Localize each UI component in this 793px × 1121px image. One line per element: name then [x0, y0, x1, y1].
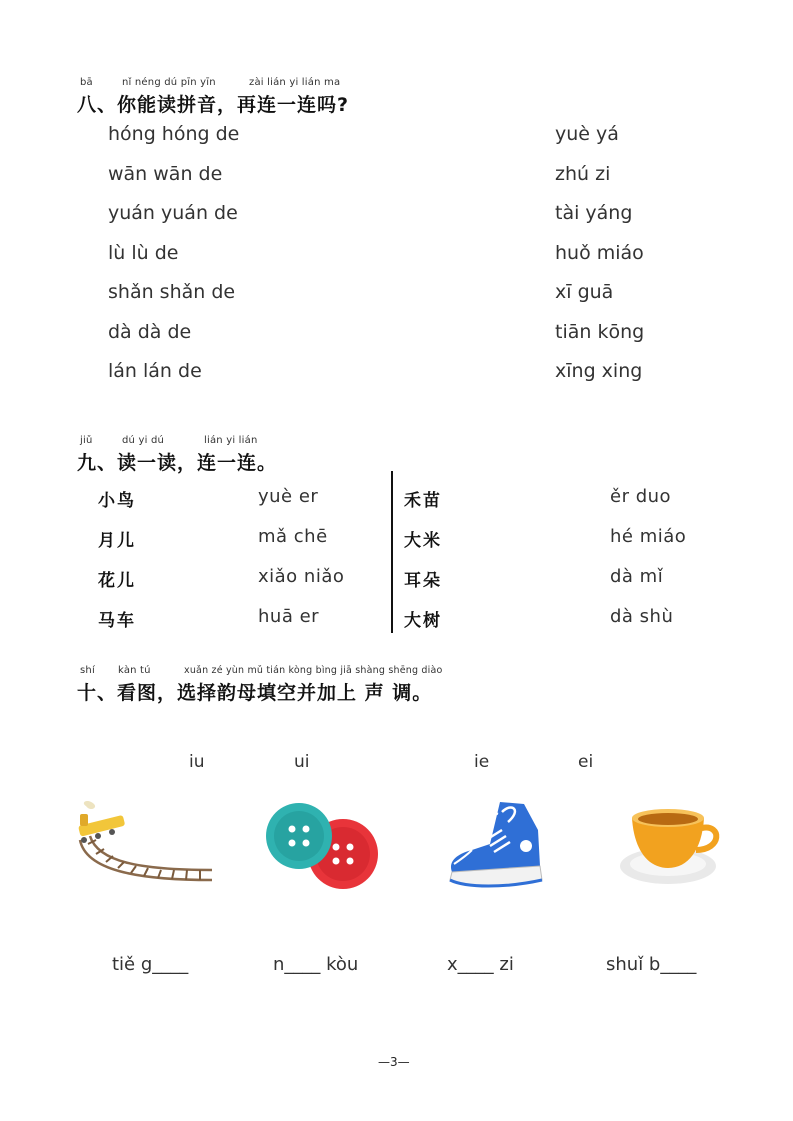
hanzi-word: 耳朵: [404, 571, 442, 591]
fill-in-blank[interactable]: n____ kòu: [273, 954, 359, 975]
pinyin-option: huā er: [258, 606, 320, 627]
final-option: ui: [294, 752, 310, 772]
left-pinyin-item: dà dà de: [108, 321, 192, 343]
left-pinyin-item: shǎn shǎn de: [108, 281, 236, 303]
pinyin-option: mǎ chē: [258, 526, 328, 547]
pinyin-option: ěr duo: [610, 486, 672, 507]
pinyin-option: xiǎo niǎo: [258, 566, 345, 587]
right-pinyin-item: zhú zi: [555, 163, 611, 185]
hanzi-word: 月儿: [98, 531, 136, 551]
teacup-picture: [618, 806, 722, 890]
hanzi-word: 禾苗: [404, 491, 442, 511]
heading-ruby: zài lián yi lián ma: [249, 77, 341, 88]
left-pinyin-item: lù lù de: [108, 242, 179, 264]
section-9-heading: 九、读一读，连一连。: [77, 452, 278, 474]
left-pinyin-item: hóng hóng de: [108, 123, 240, 145]
left-pinyin-item: yuán yuán de: [108, 202, 238, 224]
hanzi-word: 大树: [404, 611, 442, 631]
page-number: —3—: [378, 1055, 410, 1069]
heading-ruby: jiǔ: [80, 435, 93, 446]
sneaker-picture: [446, 800, 548, 890]
right-pinyin-item: yuè yá: [555, 123, 619, 145]
section-10-heading: 十、看图，选择韵母填空并加上 声 调。: [77, 682, 433, 704]
hanzi-word: 小鸟: [98, 491, 136, 511]
left-pinyin-item: lán lán de: [108, 360, 202, 382]
fill-in-blank[interactable]: shuǐ b____: [606, 954, 697, 975]
pinyin-option: hé miáo: [610, 526, 687, 547]
final-option: ei: [578, 752, 594, 772]
fill-in-blank[interactable]: tiě g____: [112, 954, 189, 975]
heading-ruby: kàn tú: [118, 665, 151, 676]
column-divider: [391, 471, 393, 633]
fill-in-blank[interactable]: x____ zi: [447, 954, 514, 975]
right-pinyin-item: xīng xing: [555, 360, 643, 382]
right-pinyin-item: tài yáng: [555, 202, 633, 224]
heading-ruby: bā: [80, 77, 93, 88]
hanzi-word: 花儿: [98, 571, 136, 591]
right-pinyin-item: huǒ miáo: [555, 242, 644, 264]
pinyin-option: yuè er: [258, 486, 319, 507]
right-pinyin-item: xī guā: [555, 281, 614, 303]
left-pinyin-item: wān wān de: [108, 163, 223, 185]
hanzi-word: 马车: [98, 611, 136, 631]
heading-ruby: xuǎn zé yùn mǔ tián kòng bìng jiā shàng shēng diào: [184, 665, 443, 676]
heading-ruby: dú yi dú: [122, 435, 165, 446]
railway-track-picture: [76, 800, 216, 892]
right-pinyin-item: tiān kōng: [555, 321, 645, 343]
heading-ruby: shí: [80, 665, 95, 676]
final-option: iu: [189, 752, 205, 772]
heading-ruby: lián yi lián: [204, 435, 258, 446]
section-8-heading: 八、你能读拼音，再连一连吗?: [77, 94, 350, 116]
hanzi-word: 大米: [404, 531, 442, 551]
pinyin-option: dà mǐ: [610, 566, 664, 587]
heading-ruby: nǐ néng dú pīn yīn: [122, 77, 216, 88]
final-option: ie: [474, 752, 490, 772]
pinyin-option: dà shù: [610, 606, 674, 627]
buttons-picture: [265, 800, 381, 892]
